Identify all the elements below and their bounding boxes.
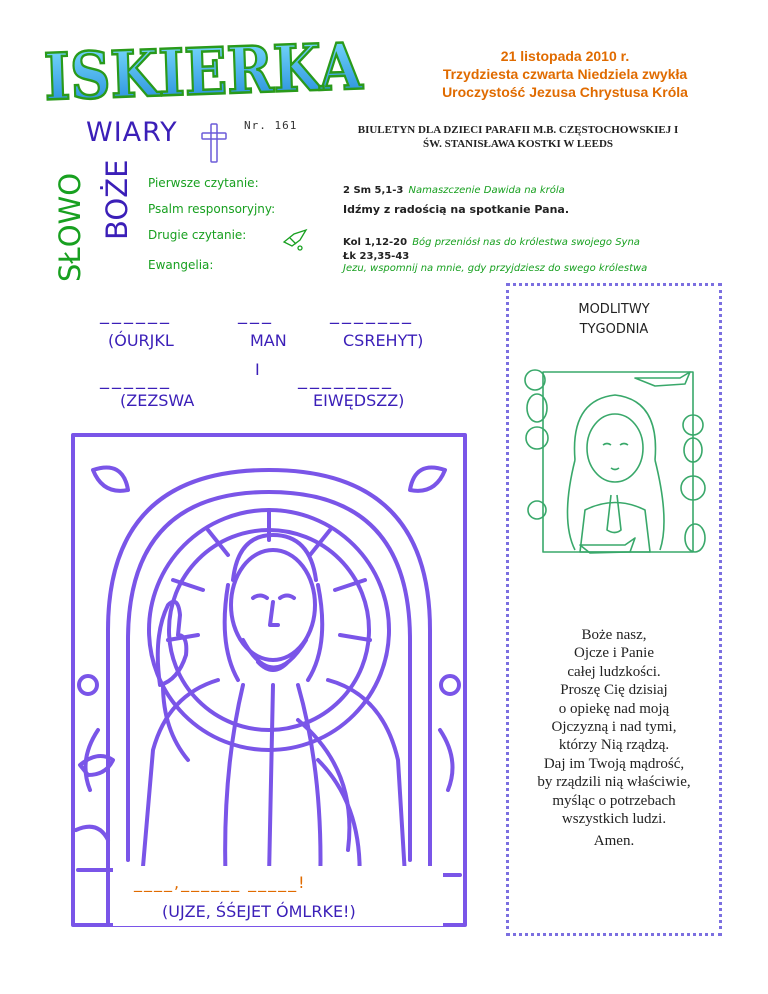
prayer-title-line-2: TYGODNIA xyxy=(579,322,649,337)
slowo-vertical: SŁOWO xyxy=(53,172,87,282)
prayer-line: Ojczyzną i nad tymi, xyxy=(551,719,677,736)
reading-3-text: Bóg przeniósł nas do królestwa swojego Syna xyxy=(412,237,640,248)
prayer-line: o opiekę nad moją xyxy=(558,700,670,717)
puzzle-blank-5: ________ xyxy=(298,369,394,390)
prayer-line: Boże nasz, xyxy=(581,627,647,643)
reading-4-text: Jezu, wspomnij na mnie, gdy przyjdziesz do swego królestwa xyxy=(343,263,648,274)
puzzle-word-2: MAN xyxy=(250,331,287,350)
logo-text: ISKIERKA xyxy=(42,27,412,116)
reading-3 xyxy=(343,230,640,249)
reading-1 xyxy=(343,178,565,197)
bulletin-subtitle xyxy=(318,123,718,151)
puzzle-conjunction: I xyxy=(255,360,260,379)
reading-1-text: Namaszczenie Dawida na króla xyxy=(408,185,565,196)
bulletin-line-2: ŚW. STANISŁAWA KOSTKI W LEEDS xyxy=(422,138,614,150)
iskierka-logo xyxy=(38,27,412,116)
answer-blanks: ____,______ _____! xyxy=(134,873,307,892)
reading-1-ref: 2 Sm 5,1-3 xyxy=(343,185,404,196)
reading-4-ref: Łk 23,35-43 xyxy=(343,251,410,262)
puzzle-blank-3: _______ xyxy=(330,304,414,325)
feast-text: Uroczystość Jezusa Chrystusa Króla xyxy=(442,84,688,100)
prayer-line: by rządzili nią właściwie, xyxy=(537,774,691,791)
puzzle-blank-2: ___ xyxy=(238,304,274,325)
prayer-line: myśląc o potrzebach xyxy=(552,792,676,809)
prayer-line: którzy Nią rządzą. xyxy=(558,737,670,754)
puzzle-word-3: CSREHYT) xyxy=(343,331,424,350)
dove-doodle-icon xyxy=(280,224,310,254)
jesus-stained-glass-picture xyxy=(68,430,470,930)
puzzle-blank-4: ______ xyxy=(100,369,172,390)
answer-hint: (UJZE, ŚŚEJET ÓMLRKE!) xyxy=(162,902,356,921)
date-block xyxy=(395,47,735,101)
date-text: 21 listopada 2010 r. xyxy=(500,48,630,64)
wiary-heading: WIARY xyxy=(86,117,178,148)
cross-icon xyxy=(200,122,228,164)
prayer-amen: Amen. xyxy=(593,833,635,849)
puzzle-word-5: EIWĘDSZZ) xyxy=(313,391,405,410)
reading-3-ref: Kol 1,12-20 xyxy=(343,237,408,248)
psalm-refrain: Idźmy z radością na spotkanie Pana. xyxy=(343,203,570,216)
reading-2-label: Psalm responsoryjny: xyxy=(148,202,276,216)
reading-3-label: Drugie czytanie: xyxy=(148,228,247,242)
reading-1-label: Pierwsze czytanie: xyxy=(148,176,259,190)
prayer-text xyxy=(510,626,718,828)
puzzle-word-4: (ZEZSWA xyxy=(120,391,195,410)
prayer-line: Daj im Twoją mądrość, xyxy=(543,755,685,772)
puzzle-blank-1: ______ xyxy=(100,304,172,325)
issue-number: Nr. 161 xyxy=(244,119,298,132)
prayer-title xyxy=(506,300,722,340)
prayer-title-line-1: MODLITWY xyxy=(578,302,650,317)
bulletin-line-1: BIULETYN DLA DZIECI PARAFII M.B. CZĘSTOCHOWSKIEJ I xyxy=(357,124,679,136)
praying-girl-picture xyxy=(515,360,715,565)
prayer-line: Proszę Cię dzisiaj xyxy=(560,682,668,699)
sunday-text: Trzydziesta czwarta Niedziela zwykła xyxy=(442,66,688,82)
reading-4-label: Ewangelia: xyxy=(148,258,214,272)
prayer-line: wszystkich ludzi. xyxy=(561,811,667,828)
boze-vertical: BOŻE xyxy=(100,159,134,240)
puzzle-word-1: (ÓURJKL xyxy=(108,331,174,350)
prayer-line: całej ludzkości. xyxy=(567,663,661,680)
prayer-line: Ojcze i Panie xyxy=(574,645,654,662)
